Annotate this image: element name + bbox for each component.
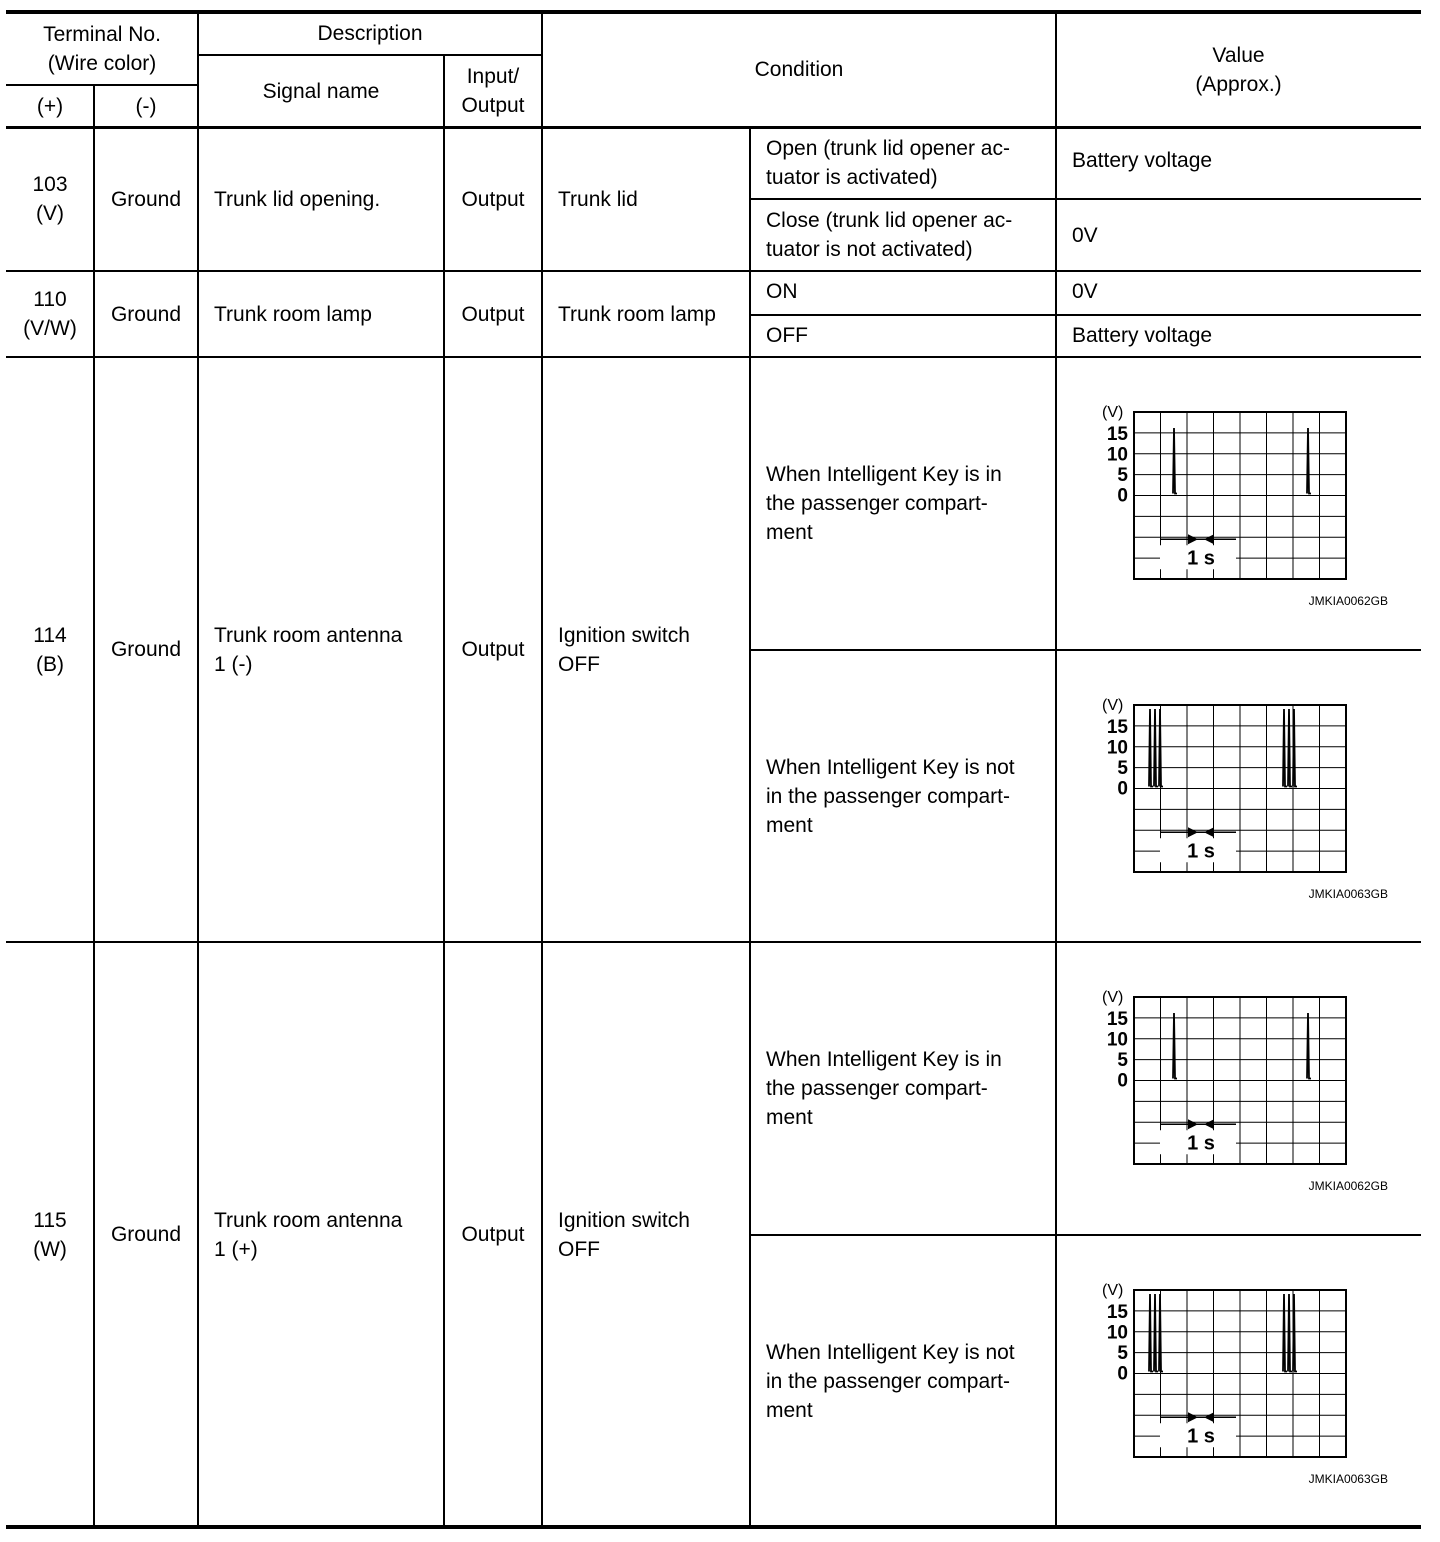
sub-condition [750, 199, 1056, 271]
sub-condition [750, 650, 1056, 942]
sub-value [1056, 271, 1421, 315]
time-marker-arrow [1188, 1412, 1198, 1422]
time-label: 1 s [1187, 1425, 1215, 1448]
input-output-line: Output [461, 302, 525, 326]
sub-row-rule [750, 314, 1421, 316]
waveform-svg [1056, 1235, 1421, 1527]
scope-y-tick: 15 [1106, 424, 1128, 445]
sub-condition-line: ment [766, 1399, 813, 1422]
figure-code: JMKIA0062GB [1308, 1179, 1388, 1193]
scope-y-tick: 5 [1117, 1343, 1128, 1364]
terminal-number [6, 357, 94, 942]
condition-line: Ignition switch [558, 1208, 690, 1232]
condition-line: Ignition switch [558, 623, 690, 647]
scope-y-tick: 10 [1106, 1029, 1128, 1051]
header-description [198, 12, 542, 55]
sub-value-line: 0V [1072, 223, 1098, 247]
header-minus-line: (-) [135, 94, 157, 118]
sub-condition [750, 271, 1056, 315]
sub-condition-line: in the passenger compart- [766, 1370, 1010, 1393]
input-output-line: Output [461, 638, 525, 661]
input-output [444, 942, 542, 1527]
time-marker-arrow [1188, 827, 1198, 837]
condition [542, 271, 750, 357]
sub-condition [750, 942, 1056, 1235]
waveform-pulse [1154, 1294, 1158, 1372]
terminal-ground-line: Ground [110, 1223, 182, 1246]
input-output [444, 271, 542, 357]
sub-condition-line: in the passenger compart- [766, 785, 1010, 808]
time-marker-arrow [1204, 1412, 1214, 1422]
terminal-ground-line: Ground [110, 302, 182, 326]
sub-condition-line: When Intelligent Key is not [766, 1341, 1015, 1364]
waveform-pulse [1149, 1294, 1153, 1372]
scope-y-tick: 5 [1117, 758, 1128, 779]
waveform-pulse [1307, 1013, 1311, 1079]
terminal-number-line: (V) [36, 202, 64, 225]
header-terminal-no-line: Terminal No. [43, 22, 161, 46]
header-rule [6, 84, 198, 86]
terminal-ground [94, 942, 198, 1527]
header-plus-line: (+) [36, 94, 64, 118]
column-divider [197, 12, 199, 1527]
sub-row-rule [750, 1234, 1421, 1236]
figure-code: JMKIA0063GB [1308, 1472, 1388, 1486]
time-label: 1 s [1187, 1132, 1215, 1155]
header-input-output [444, 55, 542, 127]
waveform-svg [1056, 942, 1421, 1234]
sub-value-line: Battery voltage [1072, 324, 1213, 347]
scope-y-tick: 5 [1117, 465, 1128, 486]
waveform-pulse [1149, 709, 1153, 787]
waveform-pulse [1288, 1294, 1292, 1372]
time-label: 1 s [1187, 840, 1215, 863]
sub-condition-line: When Intelligent Key is in [766, 463, 1002, 486]
column-divider [749, 127, 751, 1527]
sub-condition-line: the passenger compart- [766, 492, 988, 515]
scope-y-tick: 0 [1117, 1070, 1128, 1092]
header-bottom-rule [6, 126, 1421, 129]
signal-name [198, 271, 444, 357]
header-plus [6, 85, 94, 127]
condition-line: OFF [558, 652, 600, 676]
sub-condition-line: When Intelligent Key is in [766, 1048, 1002, 1071]
sub-condition-line: Open (trunk lid opener ac- [766, 137, 1010, 160]
input-output [444, 357, 542, 942]
waveform-pulse [1173, 428, 1177, 494]
header-value [1056, 12, 1421, 127]
waveform-figure [1056, 357, 1421, 649]
column-divider [1055, 12, 1057, 1527]
waveform-figure [1056, 942, 1421, 1234]
scope-unit-label: (V) [1102, 404, 1124, 421]
header-minus [94, 85, 198, 127]
column-divider [443, 55, 445, 1527]
scope-y-tick: 5 [1117, 1050, 1128, 1071]
terminal-ground [94, 127, 198, 271]
terminal-ground-line: Ground [110, 187, 182, 211]
signal-name-line: Trunk room antenna [214, 623, 403, 647]
sub-condition-line: tuator is not activated) [766, 238, 973, 261]
time-marker-arrow [1204, 1119, 1214, 1129]
signal-name-line: Trunk lid opening. [214, 187, 381, 211]
waveform-pulse [1173, 1013, 1177, 1079]
condition-line: OFF [558, 1237, 600, 1261]
terminal-number [6, 942, 94, 1527]
header-value-line: (Approx.) [1195, 72, 1282, 96]
sub-condition-line: ON [766, 280, 798, 303]
condition-line: Trunk room lamp [558, 302, 716, 326]
waveform-pulse [1159, 1294, 1163, 1372]
sub-row-rule [750, 198, 1421, 200]
terminal-number-line: 103 [32, 173, 68, 196]
terminal-number [6, 271, 94, 357]
sub-condition [750, 357, 1056, 650]
sub-row-rule [750, 649, 1421, 651]
sub-value-line: Battery voltage [1072, 149, 1213, 172]
signal-name-line: 1 (+) [214, 1237, 258, 1261]
waveform-pulse [1293, 1294, 1297, 1372]
time-label: 1 s [1187, 547, 1215, 570]
sub-condition-line: tuator is activated) [766, 166, 938, 189]
sub-condition [750, 127, 1056, 199]
sub-condition-line: ment [766, 814, 813, 837]
header-input-output-line: Input/ [466, 65, 520, 88]
waveform-pulse [1283, 709, 1287, 787]
signal-name [198, 942, 444, 1527]
waveform-svg [1056, 650, 1421, 942]
condition [542, 357, 750, 942]
terminal-number-line: (V/W) [23, 317, 77, 340]
header-rule [198, 54, 542, 56]
sub-value [1056, 127, 1421, 199]
condition-line: Trunk lid [558, 187, 638, 211]
condition [542, 127, 750, 271]
table-bottom-rule [6, 1525, 1421, 1529]
sub-condition [750, 1235, 1056, 1527]
signal-name [198, 357, 444, 942]
header-condition [542, 12, 1056, 127]
time-marker-arrow [1188, 1119, 1198, 1129]
sub-value [1056, 199, 1421, 271]
signal-name-line: Trunk room lamp [214, 302, 372, 326]
sub-condition-line: ment [766, 521, 813, 544]
waveform-pulse [1293, 709, 1297, 787]
column-divider [93, 85, 95, 1527]
header-signal-name [198, 55, 444, 127]
scope-y-tick: 15 [1106, 717, 1128, 738]
figure-code: JMKIA0062GB [1308, 594, 1388, 608]
header-input-output-line: Output [461, 94, 525, 117]
sub-condition-line: Close (trunk lid opener ac- [766, 209, 1013, 232]
time-marker-arrow [1188, 534, 1198, 544]
header-description-line: Description [317, 22, 423, 45]
header-value-line: Value [1212, 43, 1265, 67]
sub-value-line: 0V [1072, 280, 1098, 303]
scope-y-tick: 0 [1117, 1363, 1128, 1385]
terminal-number-line: (B) [36, 652, 64, 676]
waveform-svg [1056, 357, 1421, 649]
header-condition-line: Condition [754, 58, 844, 81]
waveform-figure [1056, 1235, 1421, 1527]
scope-y-tick: 0 [1117, 485, 1128, 507]
header-terminal-no [6, 12, 198, 85]
waveform-pulse [1154, 709, 1158, 787]
signal-name-line: 1 (-) [214, 652, 253, 676]
signal-name [198, 127, 444, 271]
input-output-line: Output [461, 1223, 525, 1246]
waveform-pulse [1288, 709, 1292, 787]
sub-condition-line: ment [766, 1106, 813, 1129]
scope-y-tick: 15 [1106, 1302, 1128, 1323]
waveform-figure [1056, 650, 1421, 942]
sub-value [1056, 315, 1421, 357]
time-marker-arrow [1204, 534, 1214, 544]
sub-condition-line: the passenger compart- [766, 1077, 988, 1100]
header-signal-name-line: Signal name [262, 79, 380, 103]
terminal-number-line: 114 [33, 623, 67, 647]
scope-y-tick: 15 [1106, 1009, 1128, 1030]
terminal-number [6, 127, 94, 271]
waveform-pulse [1159, 709, 1163, 787]
scope-unit-label: (V) [1102, 989, 1124, 1006]
terminal-number-line: 110 [33, 288, 67, 311]
scope-y-tick: 10 [1106, 1322, 1128, 1344]
terminal-ground [94, 271, 198, 357]
waveform-pulse [1283, 1294, 1287, 1372]
input-output [444, 127, 542, 271]
column-divider [541, 12, 543, 1527]
scope-unit-label: (V) [1102, 697, 1124, 714]
scope-y-tick: 10 [1106, 737, 1128, 759]
sub-condition-line: When Intelligent Key is not [766, 756, 1015, 779]
scope-y-tick: 0 [1117, 778, 1128, 800]
terminal-number-line: 115 [33, 1208, 67, 1232]
terminal-ground-line: Ground [110, 638, 182, 661]
input-output-line: Output [461, 187, 525, 211]
scope-y-tick: 10 [1106, 444, 1128, 466]
waveform-pulse [1307, 428, 1311, 494]
figure-code: JMKIA0063GB [1308, 887, 1388, 901]
signal-name-line: Trunk room antenna [214, 1208, 403, 1232]
table-top-rule [6, 10, 1421, 14]
header-terminal-no-line: (Wire color) [47, 51, 157, 75]
scope-unit-label: (V) [1102, 1282, 1124, 1299]
time-marker-arrow [1204, 827, 1214, 837]
sub-condition [750, 315, 1056, 357]
terminal-ground [94, 357, 198, 942]
sub-condition-line: OFF [766, 324, 808, 347]
condition [542, 942, 750, 1527]
terminal-number-line: (W) [33, 1237, 67, 1261]
